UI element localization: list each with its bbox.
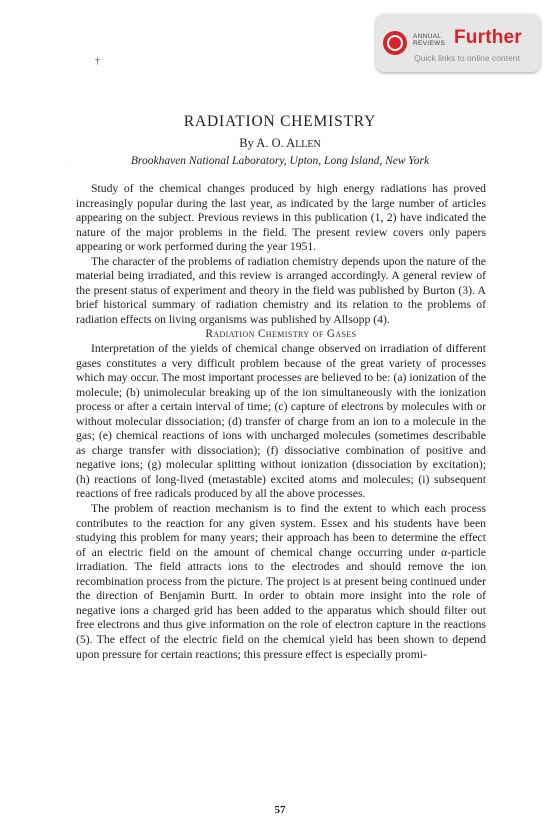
publisher-line2: REVIEWS — [413, 40, 446, 47]
author-surname-cap: A — [286, 136, 296, 150]
author-prefix: By A. O. — [239, 136, 287, 150]
author-line — [0, 136, 560, 151]
author-affiliation: Brookhaven National Laboratory, Upton, Long Island, New York — [130, 155, 430, 167]
publisher-wordmark — [413, 33, 453, 47]
further-label: Further — [454, 27, 522, 48]
paragraph-1: Study of the chemical changes produced by high energy radiations has proved increasingly popular during the last year, as indicated by the large number of articles appearing on the subject. Previous reviews in this publication (1, 2) have indicated the nature of the major problems in the field. The present review covers only papers appearing or work performed during the year 1951. — [76, 182, 486, 254]
publisher-line1: ANNUAL — [413, 33, 442, 40]
annual-reviews-further-badge[interactable] — [376, 14, 540, 72]
page-number: 57 — [274, 804, 286, 816]
scan-speck: · — [64, 160, 66, 166]
section-heading: Radiation Chemistry of Gases — [205, 328, 357, 341]
paragraph-2: The character of the problems of radiation chemistry depends upon the nature of the material being irradiated, and this review is arranged accordingly. A general review of the present status of experiment and theory in the field was published by Burton (3). A brief historical summary of radiation chemistry and its relation to the problems of radiation effects on living organisms was published by Allsopp (4). — [76, 254, 486, 326]
article-title: RADIATION CHEMISTRY — [183, 113, 377, 130]
article-body — [76, 182, 486, 662]
annual-reviews-logo-icon — [383, 31, 407, 55]
author-surname-smallcaps: LLEN — [295, 139, 321, 150]
dagger-mark: † — [95, 56, 100, 67]
quick-links-label: Quick links to online content — [414, 53, 520, 63]
paragraph-4: The problem of reaction mechanism is to find the extent to which each process contributes to the reaction for any given system. Essex and his students have been studying this problem for many years; their approach has been to determine the effect of an electric field on the amount of chemical change occurring under α-particle irradiation. The field attracts ions to the electrodes and should remove the ion recombination process from the picture. The project is at present being continued under the direction of Benjamin Burtt. In order to obtain more insight into the role of negative ions a charged grid has been added to the apparatus which should filter out free electrons and thus give information on the role of electron capture in the reactions (5). The effect of the electric field on the chemical yield has been shown to depend upon pressure for certain reactions; this pressure effect is especially promi- — [76, 502, 486, 661]
paragraph-3: Interpretation of the yields of chemical change observed on irradiation of different gases constitutes a very difficult problem because of the great variety of processes which may occur. The most important processes are believed to be: (a) ionization of the molecule; (b) unimolecular breaking up of the ion simultaneously with the ionization process or after a certain interval of time; (c) capture of electrons by molecules with or without molecular dissociation; (d) transfer of charge from an ion to a molecule in the gas; (e) chemical reactions of ions with uncharged molecules (sometimes describable as charge transfer with dissociation); (f) dissociative combination of positive and negative ions; (g) molecular splitting without ionization (dissociation by excitation); (h) reactions of long-lived (metastable) excited atoms and molecules; (i) subsequent reactions of free radicals produced by all the above processes. — [76, 342, 486, 501]
